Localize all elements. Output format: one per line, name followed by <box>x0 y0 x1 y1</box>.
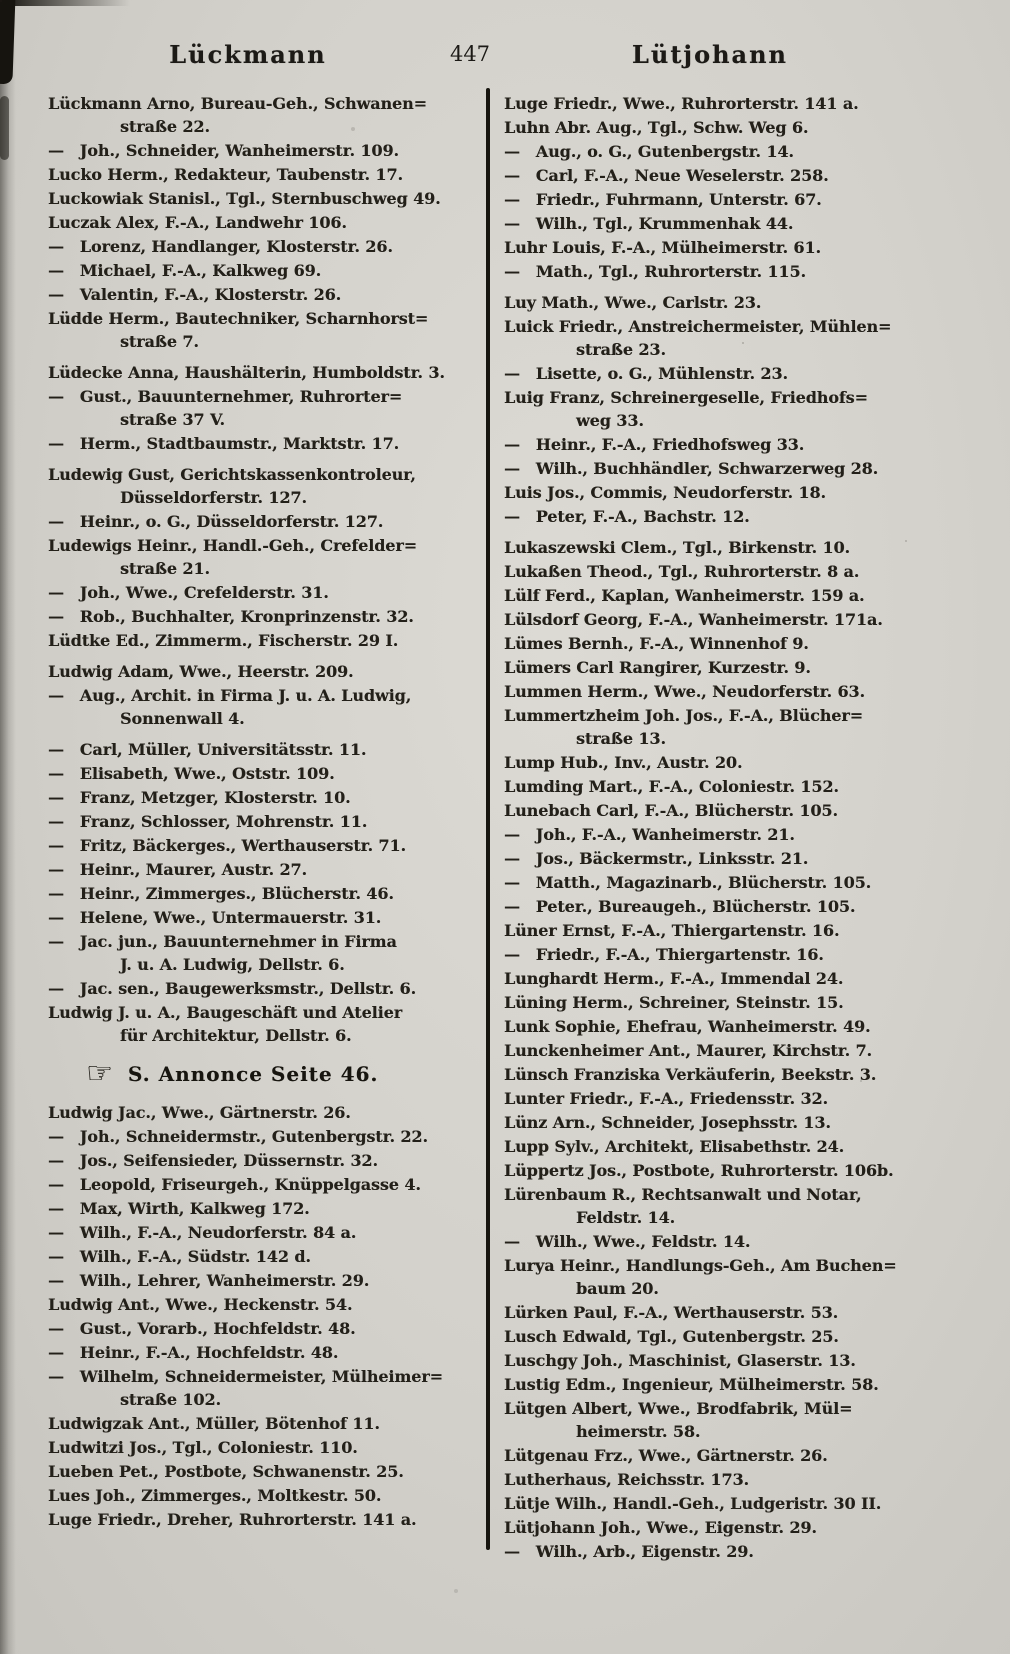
directory-entry: — Heinr., F.-A., Friedhofsweg 33. <box>504 435 805 454</box>
directory-entry: — Lisette, o. G., Mühlenstr. 23. <box>504 364 788 383</box>
directory-entry: — Gust., Bauunternehmer, Ruhrorter= straße 37 V. <box>48 387 403 429</box>
directory-entry: Lunter Friedr., F.-A., Friedensstr. 32. <box>504 1089 829 1108</box>
directory-entry: Ludewig Gust, Gerichtskassenkontroleur, Düsseldorferstr. 127. <box>48 465 416 507</box>
directory-entry: Lurya Heinr., Handlungs-Geh., Am Buchen= baum 20. <box>504 1256 897 1298</box>
directory-entry: Luge Friedr., Wwe., Ruhrorterstr. 141 a. <box>504 94 859 113</box>
directory-entry: Lümers Carl Rangirer, Kurzestr. 9. <box>504 658 811 677</box>
directory-entry: Luhn Abr. Aug., Tgl., Schw. Weg 6. <box>504 118 809 137</box>
directory-entry: — Franz, Metzger, Klosterstr. 10. <box>48 788 351 807</box>
directory-entry: Lump Hub., Inv., Austr. 20. <box>504 753 743 772</box>
scan-top-edge-mark <box>0 0 130 6</box>
directory-entry: — Peter, F.-A., Bachstr. 12. <box>504 507 750 526</box>
directory-entry: Lunk Sophie, Ehefrau, Wanheimerstr. 49. <box>504 1017 871 1036</box>
directory-entry: Luig Franz, Schreinergeselle, Friedhofs= weg 33. <box>504 388 868 430</box>
column-header-left: Lückmann <box>169 40 327 69</box>
directory-entry: Luy Math., Wwe., Carlstr. 23. <box>504 293 762 312</box>
directory-entry: — Wilhelm, Schneidermeister, Mülheimer= straße 102. <box>48 1367 443 1409</box>
directory-entry: — Jos., Bäckermstr., Linksstr. 21. <box>504 849 809 868</box>
scan-dust-specks <box>0 0 2 2</box>
directory-entry: Lüdtke Ed., Zimmerm., Fischerstr. 29 I. <box>48 631 399 650</box>
directory-entry: Lues Joh., Zimmerges., Moltkestr. 50. <box>48 1486 382 1505</box>
directory-entry: Lümes Bernh., F.-A., Winnenhof 9. <box>504 634 809 653</box>
directory-entry: — Elisabeth, Wwe., Oststr. 109. <box>48 764 335 783</box>
directory-entry: — Herm., Stadtbaumstr., Marktstr. 17. <box>48 434 400 453</box>
directory-entry: — Wilh., F.-A., Neudorferstr. 84 a. <box>48 1223 357 1242</box>
directory-entry: — Joh., Wwe., Crefelderstr. 31. <box>48 583 329 602</box>
directory-entry: Lünz Arn., Schneider, Josephsstr. 13. <box>504 1113 831 1132</box>
directory-entry: — Valentin, F.-A., Klosterstr. 26. <box>48 285 342 304</box>
directory-entry: — Carl, Müller, Universitätsstr. 11. <box>48 740 367 759</box>
directory-entry: — Carl, F.-A., Neue Weselerstr. 258. <box>504 166 829 185</box>
annonce-line <box>86 1056 474 1091</box>
directory-entry: Ludwitzi Jos., Tgl., Coloniestr. 110. <box>48 1438 358 1457</box>
directory-entry: Lunghardt Herm., F.-A., Immendal 24. <box>504 969 844 988</box>
directory-entry: Ludewigs Heinr., Handl.-Geh., Crefelder= straße 21. <box>48 536 418 578</box>
directory-entry: Luis Jos., Commis, Neudorferstr. 18. <box>504 483 826 502</box>
directory-entry: — Rob., Buchhalter, Kronprinzenstr. 32. <box>48 607 414 626</box>
directory-entry: — Heinr., o. G., Düsseldorferstr. 127. <box>48 512 384 531</box>
directory-entry: — Heinr., F.-A., Hochfeldstr. 48. <box>48 1343 339 1362</box>
directory-entry: Ludwig J. u. A., Baugeschäft und Atelier für Architektur, Dellstr. 6. <box>48 1003 403 1045</box>
directory-entry: — Joh., Schneider, Wanheimerstr. 109. <box>48 141 399 160</box>
directory-entry: — Wilh., Wwe., Feldstr. 14. <box>504 1232 751 1251</box>
directory-entry: Lülf Ferd., Kaplan, Wanheimerstr. 159 a. <box>504 586 865 605</box>
directory-entry: — Wilh., Lehrer, Wanheimerstr. 29. <box>48 1271 370 1290</box>
directory-entry: Lückmann Arno, Bureau-Geh., Schwanen= straße 22. <box>48 94 427 136</box>
directory-entry: — Friedr., Fuhrmann, Unterstr. 67. <box>504 190 822 209</box>
manicule-icon: ☞ <box>86 1056 114 1091</box>
directory-entry: Ludwig Ant., Wwe., Heckenstr. 54. <box>48 1295 353 1314</box>
directory-entry: Lürenbaum R., Rechtsanwalt und Notar, Feldstr. 14. <box>504 1185 862 1227</box>
directory-entry: Lünsch Franziska Verkäuferin, Beekstr. 3. <box>504 1065 877 1084</box>
directory-entry: — Helene, Wwe., Untermauerstr. 31. <box>48 908 382 927</box>
directory-entry: Lütjohann Joh., Wwe., Eigenstr. 29. <box>504 1518 817 1537</box>
directory-entry: — Friedr., F.-A., Thiergartenstr. 16. <box>504 945 824 964</box>
directory-entry: Lüdde Herm., Bautechniker, Scharnhorst= straße 7. <box>48 309 429 351</box>
directory-entry: — Aug., o. G., Gutenbergstr. 14. <box>504 142 794 161</box>
directory-entry: — Wilh., Buchhändler, Schwarzerweg 28. <box>504 459 879 478</box>
directory-entry: Lütgen Albert, Wwe., Brodfabrik, Mül= heimerstr. 58. <box>504 1399 853 1441</box>
column-divider-rule <box>486 88 490 1550</box>
directory-entry: — Jac. jun., Bauunternehmer in Firma J. u. A. Ludwig, Dellstr. 6. <box>48 932 397 974</box>
directory-entry: — Jac. sen., Baugewerksmstr., Dellstr. 6. <box>48 979 417 998</box>
directory-entry: Lummen Herm., Wwe., Neudorferstr. 63. <box>504 682 865 701</box>
directory-entry: Lustig Edm., Ingenieur, Mülheimerstr. 58. <box>504 1375 879 1394</box>
directory-entry: — Wilh., Arb., Eigenstr. 29. <box>504 1542 754 1561</box>
directory-entry: — Peter., Bureaugeh., Blücherstr. 105. <box>504 897 856 916</box>
directory-entry: Luick Friedr., Anstreichermeister, Mühlen= straße 23. <box>504 317 892 359</box>
directory-entry: — Heinr., Zimmerges., Blücherstr. 46. <box>48 884 394 903</box>
directory-entry: Lusch Edwald, Tgl., Gutenbergstr. 25. <box>504 1327 839 1346</box>
directory-entry: Lülsdorf Georg, F.-A., Wanheimerstr. 171a. <box>504 610 883 629</box>
directory-entry: — Heinr., Maurer, Austr. 27. <box>48 860 307 879</box>
directory-entry: — Lorenz, Handlanger, Klosterstr. 26. <box>48 237 393 256</box>
directory-entry: Lüner Ernst, F.-A., Thiergartenstr. 16. <box>504 921 840 940</box>
directory-entry: Luschgy Joh., Maschinist, Glaserstr. 13. <box>504 1351 856 1370</box>
directory-entry: Ludwig Adam, Wwe., Heerstr. 209. <box>48 662 354 681</box>
directory-entry: Lütje Wilh., Handl.-Geh., Ludgeristr. 30 II. <box>504 1494 882 1513</box>
directory-entry: — Joh., F.-A., Wanheimerstr. 21. <box>504 825 795 844</box>
directory-entry: Lüning Herm., Schreiner, Steinstr. 15. <box>504 993 844 1012</box>
column-header-right: Lütjohann <box>632 40 788 69</box>
directory-entry: — Matth., Magazinarb., Blücherstr. 105. <box>504 873 872 892</box>
directory-entry: — Gust., Vorarb., Hochfeldstr. 48. <box>48 1319 356 1338</box>
directory-entry: Lummertzheim Joh. Jos., F.-A., Blücher= straße 13. <box>504 706 864 748</box>
directory-column-right <box>504 92 956 1564</box>
scan-left-smudge <box>0 96 9 160</box>
directory-entry: Ludwig Jac., Wwe., Gärtnerstr. 26. <box>48 1103 351 1122</box>
directory-entry: — Aug., Archit. in Firma J. u. A. Ludwig, Sonnenwall 4. <box>48 686 412 728</box>
directory-entry: Ludwigzak Ant., Müller, Bötenhof 11. <box>48 1414 380 1433</box>
directory-entry: Luczak Alex, F.-A., Landwehr 106. <box>48 213 347 232</box>
directory-entry: — Wilh., Tgl., Krummenhak 44. <box>504 214 794 233</box>
directory-entry: — Max, Wirth, Kalkweg 172. <box>48 1199 310 1218</box>
directory-entry: Lunckenheimer Ant., Maurer, Kirchstr. 7. <box>504 1041 873 1060</box>
directory-entry: Lüdecke Anna, Haushälterin, Humboldstr. 3. <box>48 363 445 382</box>
directory-entry: — Franz, Schlosser, Mohrenstr. 11. <box>48 812 368 831</box>
directory-entry: — Fritz, Bäckerges., Werthauserstr. 71. <box>48 836 406 855</box>
directory-entry: — Jos., Seifensieder, Düssernstr. 32. <box>48 1151 378 1170</box>
page-number: 447 <box>449 42 491 66</box>
scan-edge-shadow <box>0 0 16 1654</box>
directory-entry: Lürken Paul, F.-A., Werthauserstr. 53. <box>504 1303 839 1322</box>
directory-entry: Lutherhaus, Reichsstr. 173. <box>504 1470 750 1489</box>
directory-entry: Lukaszewski Clem., Tgl., Birkenstr. 10. <box>504 538 851 557</box>
directory-entry: Lucko Herm., Redakteur, Taubenstr. 17. <box>48 165 403 184</box>
directory-entry: — Wilh., F.-A., Südstr. 142 d. <box>48 1247 311 1266</box>
directory-entry: Lueben Pet., Postbote, Schwanenstr. 25. <box>48 1462 404 1481</box>
directory-entry: Lüppertz Jos., Postbote, Ruhrorterstr. 106b. <box>504 1161 894 1180</box>
directory-entry: — Math., Tgl., Ruhrorterstr. 115. <box>504 262 806 281</box>
directory-entry: Luhr Louis, F.-A., Mülheimerstr. 61. <box>504 238 821 257</box>
annonce-text: S. Annonce Seite 46. <box>127 1061 379 1086</box>
directory-entry: — Michael, F.-A., Kalkweg 69. <box>48 261 322 280</box>
directory-column-left <box>48 92 474 1532</box>
directory-entry: Lunebach Carl, F.-A., Blücherstr. 105. <box>504 801 838 820</box>
directory-entry: Lupp Sylv., Architekt, Elisabethstr. 24. <box>504 1137 845 1156</box>
directory-entry: Lütgenau Frz., Wwe., Gärtnerstr. 26. <box>504 1446 828 1465</box>
directory-entry: Luckowiak Stanisl., Tgl., Sternbuschweg 49. <box>48 189 441 208</box>
directory-entry: Lukaßen Theod., Tgl., Ruhrorterstr. 8 a. <box>504 562 860 581</box>
directory-entry: — Leopold, Friseurgeh., Knüppelgasse 4. <box>48 1175 421 1194</box>
directory-entry: Lumding Mart., F.-A., Coloniestr. 152. <box>504 777 839 796</box>
directory-entry: — Joh., Schneidermstr., Gutenbergstr. 22. <box>48 1127 428 1146</box>
directory-entry: Luge Friedr., Dreher, Ruhrorterstr. 141 a. <box>48 1510 417 1529</box>
